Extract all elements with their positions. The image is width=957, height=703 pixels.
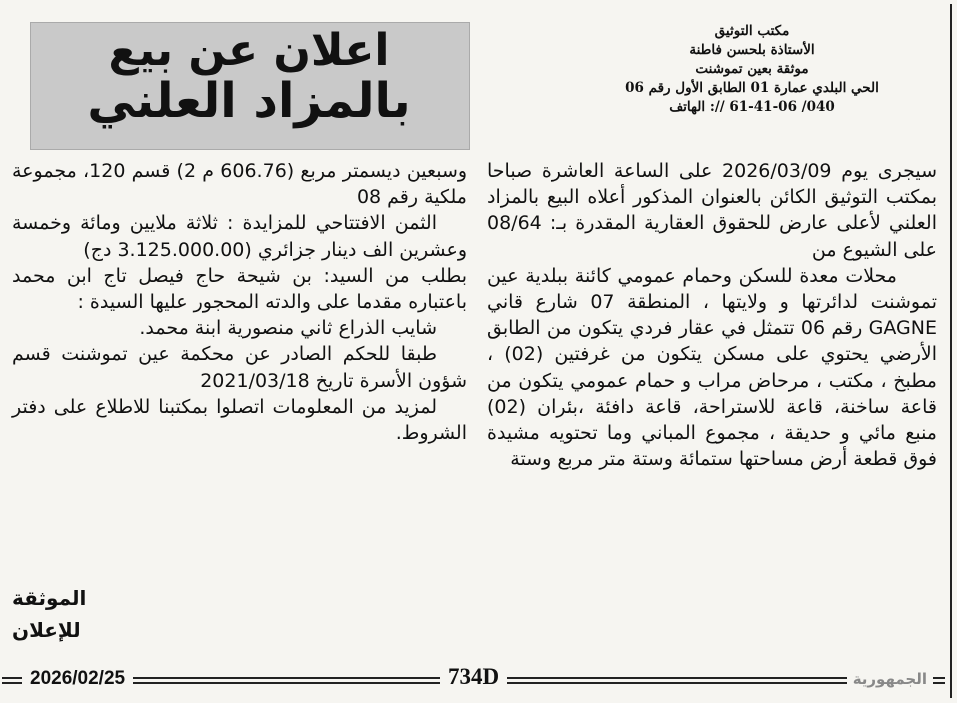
publication-date: 2026/02/25 — [22, 668, 133, 690]
paragraph-contact: لمزيد من المعلومات اتصلوا بمكتبنا للاطلاع على دفتر الشروط. — [12, 395, 467, 445]
signature-block — [12, 582, 132, 646]
paragraph-court-ruling: طبقا للحكم الصادر عن محكمة عين تموشنت قسم شؤون الأسرة تاريخ 2021/03/18 — [12, 343, 467, 392]
headline-line-1: اعلان عن بيع — [108, 25, 390, 76]
notary-name: الأستاذة بلحسن فاطنة — [689, 42, 815, 58]
paragraph-opening-price: الثمن الافتتاحي للمزايدة : ثلاثة ملايين ومائة وخمسة وعشرين الف دينار جزائري (3.125.000.00 دج) — [12, 212, 467, 261]
paragraph-beneficiary: شايب الذراع ثاني منصورية ابنة محمد. — [139, 317, 437, 340]
text-column-left — [12, 158, 467, 446]
signature-subtitle: للإعلان — [12, 618, 81, 642]
notary-location: موثقة بعين تموشنت — [695, 61, 809, 77]
headline-line-2: بالمزاد العلني — [87, 73, 411, 130]
text-column-right — [487, 158, 937, 472]
paragraph-sale-date: سيجرى يوم 2026/03/09 على الساعة العاشرة صباحا بمكتب التوثيق الكائن بالعنوان المذكور أعلاه البيع بالمزاد العلني لأعلى عارض للحقوق العقارية المقدرة بـ: 08/64 على الشيوع من — [487, 160, 937, 261]
notary-office-block — [567, 22, 937, 117]
paragraph-property-description: محلات معدة للسكن وحمام عمومي كائنة ببلدية عين تموشنت لدائرتها و ولايتها ، المنطقة 07 شارع قاني GAGNE رقم 06 تتمثل في عقار فردي يتكون من الطابق الأرضي يحتوي على مسكن يتكون من غرفتين (02) ، مطبخ ، مكتب ، مرحاض مراب و حمام عمومي يتكون من قاعة ساخنة، قاعة للاستراحة، قاعة دافئة ،بئران (02) منبع مائي و حديقة ، مجموع المباني وما تحتويه مشيدة فوق قطعة أرض مساحتها ستمائة وستة متر مربع وستة — [487, 264, 937, 471]
paragraph-requester: بطلب من السيد: بن شيحة حاج فيصل تاج ابن محمد باعتباره مقدما على والدته المحجور عليها السيدة : — [12, 264, 467, 314]
paragraph-area: وسبعين ديسمتر مربع (606.76 م 2) قسم 120، مجموعة ملكية رقم 08 — [12, 160, 468, 209]
office-phone: 040/ 61-41-06 //: الهاتف — [669, 99, 835, 115]
signature-title: الموثقة — [12, 586, 87, 610]
newspaper-logo: الجمهورية — [847, 670, 933, 688]
office-address: الحي البلدي عمارة 01 الطابق الأول رقم 06 — [625, 80, 879, 96]
ad-code: 734D — [440, 664, 507, 690]
headline — [30, 26, 468, 129]
office-name: مكتب التوثيق — [714, 23, 790, 39]
